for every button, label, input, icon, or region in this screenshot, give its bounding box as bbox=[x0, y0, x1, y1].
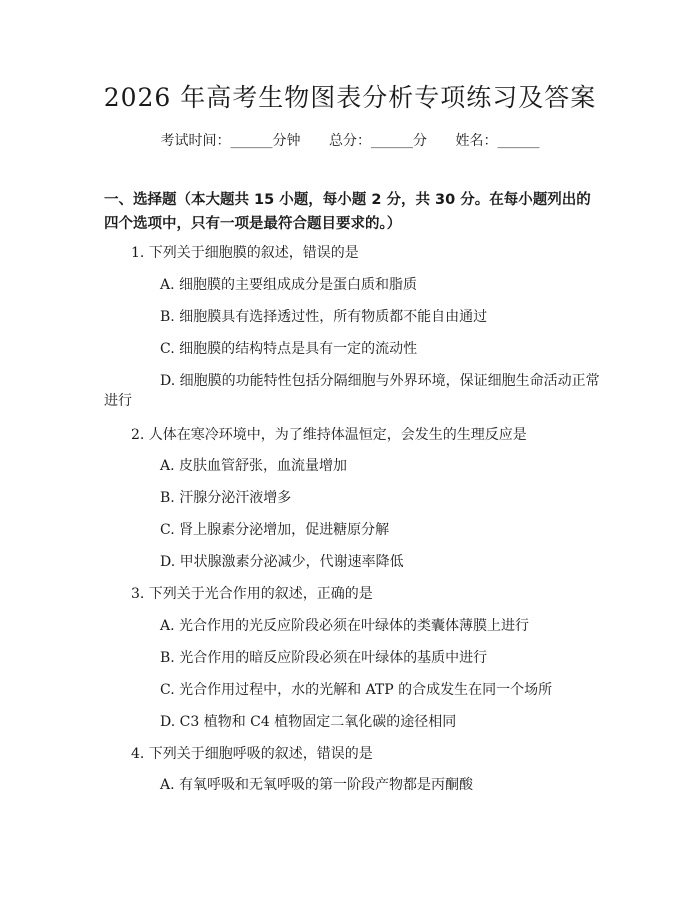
question-3-option-d: D. C3 植物和 C4 植物固定二氧化碳的途径相同 bbox=[160, 714, 457, 730]
question-1-option-c: C. 细胞膜的结构特点是具有一定的流动性 bbox=[160, 341, 418, 357]
question-4-stem: 4. 下列关于细胞呼吸的叙述，错误的是 bbox=[131, 746, 373, 762]
student-name: 姓名：______ bbox=[455, 133, 540, 149]
exam-time: 考试时间：______分钟 bbox=[160, 133, 301, 149]
question-3-option-a: A. 光合作用的光反应阶段必须在叶绿体的类囊体薄膜上进行 bbox=[160, 618, 530, 634]
question-3-option-b: B. 光合作用的暗反应阶段必须在叶绿体的基质中进行 bbox=[160, 650, 488, 666]
question-2-option-c: C. 肾上腺素分泌增加，促进糖原分解 bbox=[160, 522, 390, 538]
question-2-stem: 2. 人体在寒冷环境中，为了维持体温恒定，会发生的生理反应是 bbox=[131, 427, 527, 443]
exam-info bbox=[0, 131, 700, 151]
question-3-option-c: C. 光合作用过程中，水的光解和 ATP 的合成发生在同一个场所 bbox=[160, 682, 553, 698]
question-1-option-d: D. 细胞膜的功能特性包括分隔细胞与外界环境，保证细胞生命活动正常 bbox=[160, 373, 600, 389]
question-2-option-b: B. 汗腺分泌汗液增多 bbox=[160, 490, 292, 506]
question-1-option-a: A. 细胞膜的主要组成成分是蛋白质和脂质 bbox=[160, 277, 418, 293]
question-4-option-a: A. 有氧呼吸和无氧呼吸的第一阶段产物都是丙酮酸 bbox=[160, 777, 474, 793]
question-1-stem: 1. 下列关于细胞膜的叙述，错误的是 bbox=[131, 245, 359, 261]
page-title: 2026 年高考生物图表分析专项练习及答案 bbox=[103, 83, 597, 112]
question-1-option-d-continued: 进行 bbox=[104, 393, 132, 409]
question-2-option-d: D. 甲状腺激素分泌减少，代谢速率降低 bbox=[160, 554, 404, 570]
question-1-option-b: B. 细胞膜具有选择透过性，所有物质都不能自由通过 bbox=[160, 309, 488, 325]
question-2-option-a: A. 皮肤血管舒张，血流量增加 bbox=[160, 458, 348, 474]
question-3-stem: 3. 下列关于光合作用的叙述，正确的是 bbox=[131, 586, 373, 602]
total-score: 总分：______分 bbox=[329, 133, 427, 149]
section-heading: 一、选择题（本大题共 15 小题，每小题 2 分，共 30 分。在每小题列出的四个选项中，只有一项是最符合题目要求的。） bbox=[104, 192, 591, 232]
